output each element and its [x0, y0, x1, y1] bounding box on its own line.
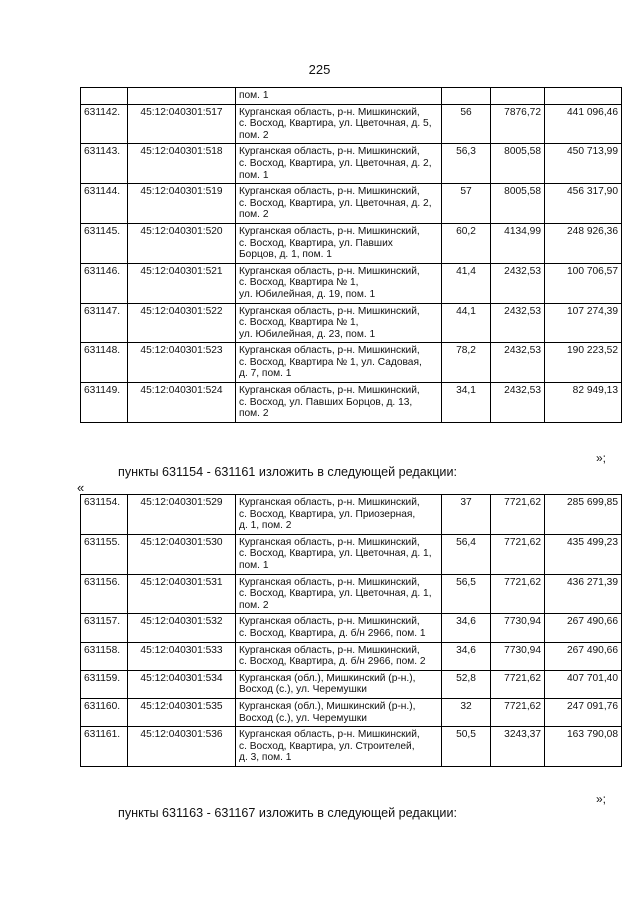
cadastral-value-cell: 441 096,46 — [545, 104, 622, 144]
area-cell: 57 — [442, 184, 491, 224]
cadastral-value-cell: 456 317,90 — [545, 184, 622, 224]
cadastral-number-cell: 45:12:040301:532 — [128, 614, 236, 642]
unit-price-cell — [491, 88, 545, 105]
row-number-cell: 631158. — [81, 642, 128, 670]
table-row — [81, 263, 622, 303]
row-number-cell: 631148. — [81, 343, 128, 383]
cadastral-value-cell: 82 949,13 — [545, 383, 622, 423]
cadastral-value-cell: 100 706,57 — [545, 263, 622, 303]
area-cell: 32 — [442, 698, 491, 726]
area-cell: 34,1 — [442, 383, 491, 423]
unit-price-cell: 3243,37 — [491, 727, 545, 767]
row-number-cell: 631149. — [81, 383, 128, 423]
table-row — [81, 534, 622, 574]
table-row — [81, 383, 622, 423]
cadastral-value-cell — [545, 88, 622, 105]
cadastral-number-cell: 45:12:040301:534 — [128, 670, 236, 698]
row-number-cell: 631147. — [81, 303, 128, 343]
page-number: 225 — [308, 62, 331, 77]
cadastral-number-cell: 45:12:040301:535 — [128, 698, 236, 726]
cadastral-number-cell: 45:12:040301:522 — [128, 303, 236, 343]
address-cell: Курганская область, р-н. Мишкинский, с. Восход, Квартира, ул. Цветочная, д. 2, пом. 1 — [236, 144, 442, 184]
address-cell: Курганская область, р-н. Мишкинский, с. Восход, Квартира, ул. Строителей, д. 3, пом. 1 — [236, 727, 442, 767]
table-row — [81, 104, 622, 144]
cadastral-value-cell: 107 274,39 — [545, 303, 622, 343]
area-cell: 34,6 — [442, 642, 491, 670]
area-cell: 56 — [442, 104, 491, 144]
address-cell: Курганская область, р-н. Мишкинский, с. Восход, Квартира, ул. Цветочная, д. 1, пом. 1 — [236, 534, 442, 574]
area-cell: 78,2 — [442, 343, 491, 383]
row-number-cell — [81, 88, 128, 105]
unit-price-cell: 7721,62 — [491, 495, 545, 535]
row-number-cell: 631161. — [81, 727, 128, 767]
area-cell: 44,1 — [442, 303, 491, 343]
cadastral-value-cell: 247 091,76 — [545, 698, 622, 726]
cadastral-value-cell: 435 499,23 — [545, 534, 622, 574]
unit-price-cell: 2432,53 — [491, 263, 545, 303]
table-row — [81, 223, 622, 263]
cadastral-number-cell: 45:12:040301:523 — [128, 343, 236, 383]
address-cell: Курганская область, р-н. Мишкинский, с. Восход, Квартира, ул. Цветочная, д. 5, пом. 2 — [236, 104, 442, 144]
address-cell: Курганская область, р-н. Мишкинский, с. Восход, Квартира, ул. Приозерная, д. 1, пом. 2 — [236, 495, 442, 535]
unit-price-cell: 2432,53 — [491, 383, 545, 423]
unit-price-cell: 2432,53 — [491, 343, 545, 383]
property-table-2 — [80, 494, 622, 767]
address-cell: Курганская область, р-н. Мишкинский, с. Восход, ул. Павших Борцов, д. 13, пом. 2 — [236, 383, 442, 423]
row-number-cell: 631143. — [81, 144, 128, 184]
unit-price-cell: 7721,62 — [491, 534, 545, 574]
area-cell: 56,3 — [442, 144, 491, 184]
row-number-cell: 631160. — [81, 698, 128, 726]
cadastral-value-cell: 248 926,36 — [545, 223, 622, 263]
cadastral-number-cell: 45:12:040301:536 — [128, 727, 236, 767]
cadastral-value-cell: 450 713,99 — [545, 144, 622, 184]
table-row — [81, 698, 622, 726]
address-cell: Курганская область, р-н. Мишкинский, с. Восход, Квартира, ул. Павших Борцов, д. 1, пом. 1 — [236, 223, 442, 263]
cadastral-value-cell: 267 490,66 — [545, 642, 622, 670]
address-cell: пом. 1 — [236, 88, 442, 105]
row-number-cell: 631159. — [81, 670, 128, 698]
area-cell: 41,4 — [442, 263, 491, 303]
table-row — [81, 614, 622, 642]
cadastral-number-cell: 45:12:040301:518 — [128, 144, 236, 184]
area-cell: 60,2 — [442, 223, 491, 263]
table-row — [81, 144, 622, 184]
unit-price-cell: 4134,99 — [491, 223, 545, 263]
cadastral-number-cell: 45:12:040301:517 — [128, 104, 236, 144]
row-number-cell: 631155. — [81, 534, 128, 574]
address-cell: Курганская область, р-н. Мишкинский, с. Восход, Квартира № 1, ул. Юбилейная, д. 23, пом. 1 — [236, 303, 442, 343]
table-row — [81, 495, 622, 535]
cadastral-number-cell: 45:12:040301:520 — [128, 223, 236, 263]
area-cell: 56,5 — [442, 574, 491, 614]
opening-quote: « — [77, 480, 85, 495]
table-row — [81, 727, 622, 767]
cadastral-number-cell: 45:12:040301:524 — [128, 383, 236, 423]
row-number-cell: 631142. — [81, 104, 128, 144]
cadastral-number-cell: 45:12:040301:529 — [128, 495, 236, 535]
cadastral-number-cell — [128, 88, 236, 105]
cadastral-value-cell: 190 223,52 — [545, 343, 622, 383]
table-row — [81, 343, 622, 383]
unit-price-cell: 8005,58 — [491, 184, 545, 224]
cadastral-value-cell: 407 701,40 — [545, 670, 622, 698]
area-cell: 56,4 — [442, 534, 491, 574]
table-row — [81, 642, 622, 670]
row-number-cell: 631144. — [81, 184, 128, 224]
address-cell: Курганская область, р-н. Мишкинский, с. Восход, Квартира № 1, ул. Садовая, д. 7, пом. 1 — [236, 343, 442, 383]
closing-quote-2: »; — [596, 792, 607, 806]
row-number-cell: 631154. — [81, 495, 128, 535]
unit-price-cell: 7721,62 — [491, 670, 545, 698]
area-cell: 34,6 — [442, 614, 491, 642]
unit-price-cell: 7876,72 — [491, 104, 545, 144]
row-number-cell: 631145. — [81, 223, 128, 263]
unit-price-cell: 8005,58 — [491, 144, 545, 184]
row-number-cell: 631146. — [81, 263, 128, 303]
cadastral-number-cell: 45:12:040301:531 — [128, 574, 236, 614]
table-row — [81, 670, 622, 698]
cadastral-value-cell: 285 699,85 — [545, 495, 622, 535]
table-row — [81, 88, 622, 105]
property-table-1 — [80, 87, 622, 423]
address-cell: Курганская область, р-н. Мишкинский, с. Восход, Квартира, д. б/н 2966, пом. 1 — [236, 614, 442, 642]
unit-price-cell: 7730,94 — [491, 614, 545, 642]
paragraph-amend-631154: пункты 631154 - 631161 изложить в следующей редакции: — [118, 465, 458, 479]
cadastral-number-cell: 45:12:040301:519 — [128, 184, 236, 224]
address-cell: Курганская (обл.), Мишкинский (р-н.), Восход (с.), ул. Черемушки — [236, 670, 442, 698]
unit-price-cell: 7721,62 — [491, 698, 545, 726]
cadastral-number-cell: 45:12:040301:521 — [128, 263, 236, 303]
table-row — [81, 184, 622, 224]
closing-quote-1: »; — [596, 451, 607, 465]
cadastral-number-cell: 45:12:040301:533 — [128, 642, 236, 670]
paragraph-amend-631163: пункты 631163 - 631167 изложить в следующей редакции: — [118, 806, 458, 820]
row-number-cell: 631157. — [81, 614, 128, 642]
cadastral-number-cell: 45:12:040301:530 — [128, 534, 236, 574]
area-cell: 52,8 — [442, 670, 491, 698]
area-cell — [442, 88, 491, 105]
address-cell: Курганская область, р-н. Мишкинский, с. Восход, Квартира, ул. Цветочная, д. 1, пом. 2 — [236, 574, 442, 614]
area-cell: 50,5 — [442, 727, 491, 767]
cadastral-value-cell: 163 790,08 — [545, 727, 622, 767]
cadastral-value-cell: 267 490,66 — [545, 614, 622, 642]
unit-price-cell: 7721,62 — [491, 574, 545, 614]
row-number-cell: 631156. — [81, 574, 128, 614]
address-cell: Курганская область, р-н. Мишкинский, с. Восход, Квартира, д. б/н 2966, пом. 2 — [236, 642, 442, 670]
unit-price-cell: 7730,94 — [491, 642, 545, 670]
table-row — [81, 574, 622, 614]
cadastral-value-cell: 436 271,39 — [545, 574, 622, 614]
area-cell: 37 — [442, 495, 491, 535]
address-cell: Курганская (обл.), Мишкинский (р-н.), Восход (с.), ул. Черемушки — [236, 698, 442, 726]
address-cell: Курганская область, р-н. Мишкинский, с. Восход, Квартира № 1, ул. Юбилейная, д. 19, пом. 1 — [236, 263, 442, 303]
unit-price-cell: 2432,53 — [491, 303, 545, 343]
table-row — [81, 303, 622, 343]
address-cell: Курганская область, р-н. Мишкинский, с. Восход, Квартира, ул. Цветочная, д. 2, пом. 2 — [236, 184, 442, 224]
